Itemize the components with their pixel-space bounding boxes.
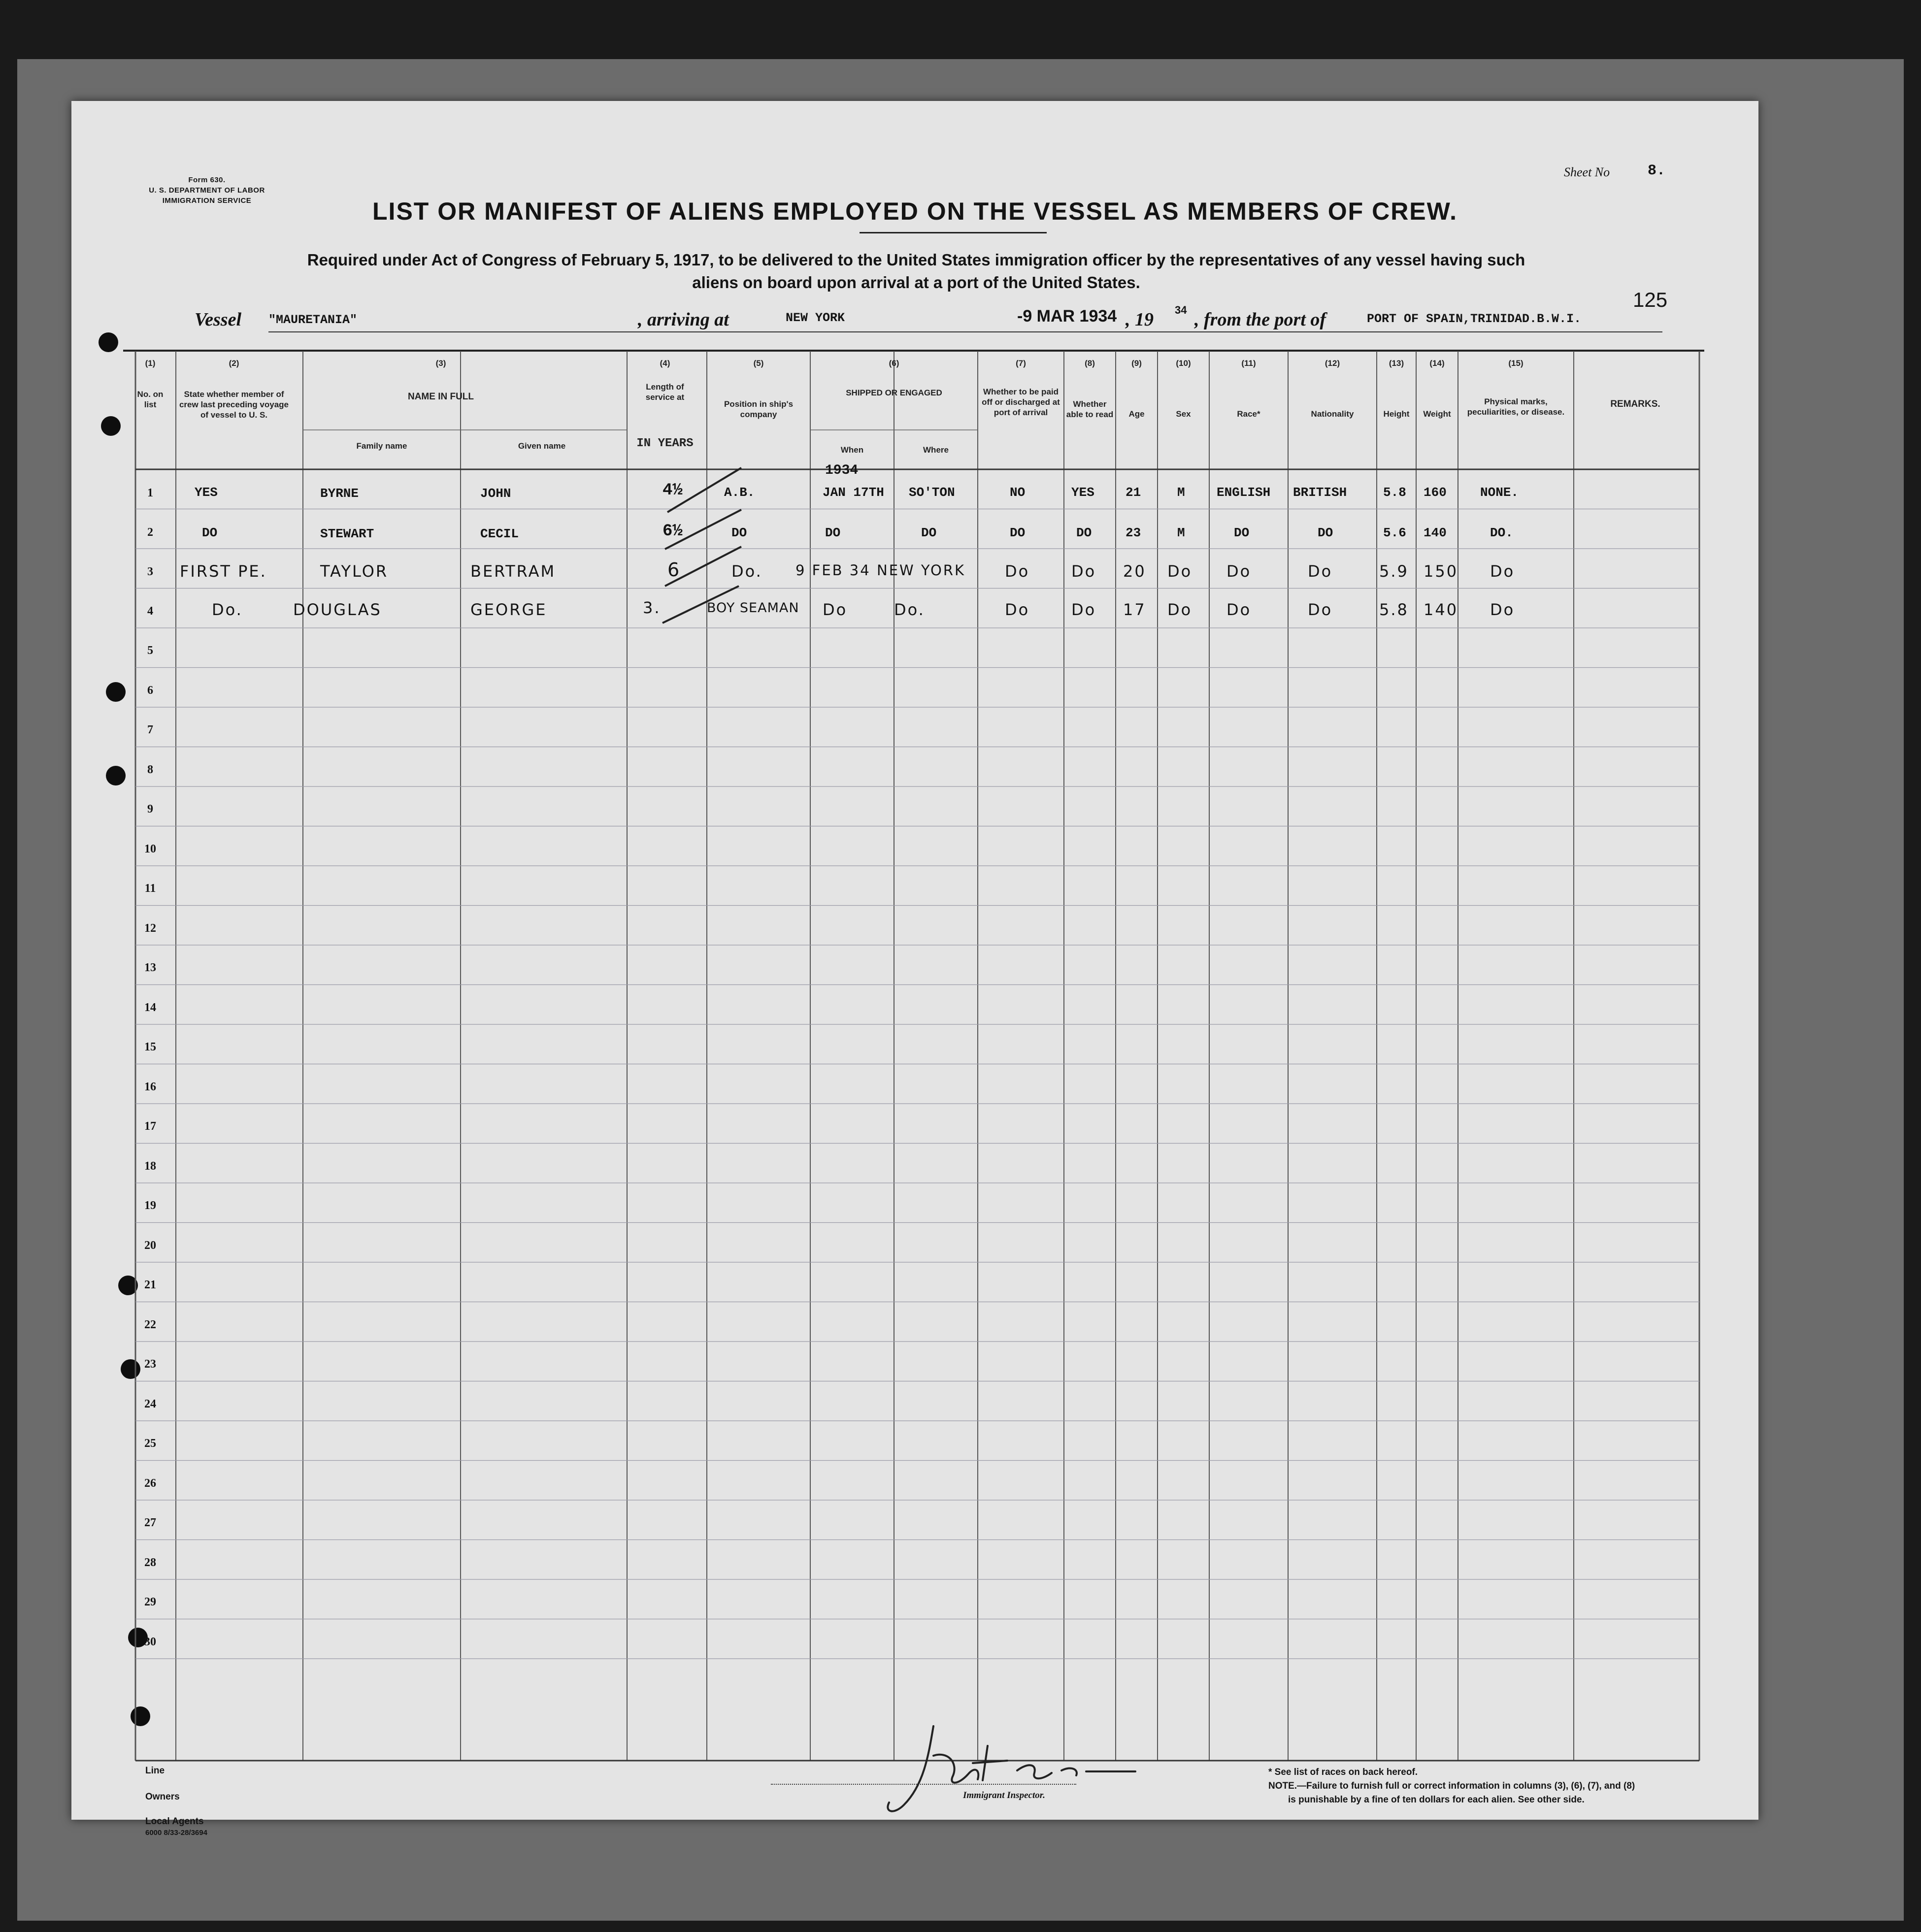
- shipped-when: DO: [825, 525, 841, 540]
- department-name: U. S. DEPARTMENT OF LABOR: [149, 186, 265, 195]
- date-stamp: -9 MAR 1934: [1017, 307, 1117, 326]
- footer-note: [1268, 1766, 1712, 1807]
- shipped-when: 9 FEB 34: [795, 562, 871, 579]
- column-header-where: Where: [923, 445, 949, 455]
- able-to-read: Do: [1071, 562, 1096, 581]
- column-header-physical-marks: Physical marks, peculiarities, or disease.: [1467, 397, 1565, 417]
- page-title: LIST OR MANIFEST OF ALIENS EMPLOYED ON THE VESSEL AS MEMBERS OF CREW.: [372, 197, 1457, 225]
- column-number: (6): [889, 359, 899, 368]
- given-name: CECIL: [480, 526, 519, 541]
- column-number: (13): [1389, 359, 1404, 368]
- sheet-number-value: 8.: [1648, 163, 1666, 179]
- row-number: 26: [144, 1476, 156, 1490]
- column-number: (12): [1325, 359, 1340, 368]
- row-number: 1: [147, 487, 153, 499]
- column-header-age: Age: [1128, 409, 1145, 419]
- row-number: 29: [144, 1596, 156, 1608]
- footer-owners-label: Owners: [145, 1792, 180, 1802]
- row-number: 8: [147, 763, 153, 776]
- family-name: TAYLOR: [320, 562, 389, 581]
- column-header-race: Race*: [1237, 409, 1260, 419]
- column-header-shipped-engaged: SHIPPED OR ENGAGED: [846, 388, 942, 397]
- row-number: 18: [144, 1159, 156, 1173]
- position: DO: [731, 525, 747, 540]
- row-number: 15: [144, 1041, 156, 1053]
- shipped-when: Do: [823, 600, 848, 619]
- form-number: Form 630.: [188, 176, 226, 184]
- previous-voyage: Do.: [212, 600, 243, 619]
- year-label: , 19: [1126, 309, 1154, 330]
- column-header-family-name: Family name: [356, 441, 407, 451]
- physical-marks: DO.: [1490, 525, 1513, 540]
- row-number: 2: [147, 526, 153, 539]
- position: BOY SEAMAN: [707, 600, 799, 616]
- family-name: DOUGLAS: [293, 600, 382, 619]
- sex: Do: [1167, 600, 1192, 619]
- fine-note: NOTE.—Failure to furnish full or correct information in columns (3), (6), (7), and (8): [1268, 1781, 1635, 1791]
- column-number: (5): [753, 359, 764, 368]
- paid-off: Do: [1005, 600, 1030, 619]
- physical-marks: Do: [1490, 600, 1515, 619]
- footer-line-label: Line: [145, 1766, 165, 1776]
- row-number: 12: [144, 921, 156, 935]
- row-number: 4: [147, 605, 153, 618]
- column-number: (8): [1085, 359, 1095, 368]
- row-number: 14: [144, 1001, 156, 1014]
- column-number: (1): [145, 359, 156, 368]
- from-port: PORT OF SPAIN,TRINIDAD.B.W.I.: [1367, 312, 1582, 326]
- height: 5.6: [1383, 525, 1406, 540]
- row-number: 9: [147, 803, 153, 816]
- row-number: 17: [144, 1120, 156, 1133]
- row-number: 5: [147, 644, 153, 657]
- race: DO: [1234, 525, 1250, 540]
- column-header-no: No. on list: [137, 390, 164, 409]
- paid-off: DO: [1010, 525, 1026, 540]
- from-port-label: , from the port of: [1194, 309, 1326, 330]
- length-of-service: 6½: [662, 522, 683, 541]
- race: ENGLISH: [1217, 485, 1271, 500]
- row-number: 23: [144, 1358, 156, 1371]
- height: 5.8: [1383, 485, 1406, 500]
- family-name: STEWART: [320, 526, 374, 541]
- row-number: 30: [144, 1635, 156, 1648]
- column-number: (10): [1176, 359, 1191, 368]
- inspector-label: Immigrant Inspector.: [963, 1790, 1045, 1801]
- sheet-number-label: Sheet No: [1564, 165, 1610, 179]
- nationality: Do: [1308, 562, 1333, 581]
- footer-agents-label: Local Agents: [145, 1816, 204, 1827]
- row-number: 24: [144, 1397, 156, 1410]
- arriving-port: NEW YORK: [786, 311, 845, 325]
- nationality: Do: [1308, 600, 1333, 619]
- column-number: (11): [1241, 359, 1256, 368]
- age: 17: [1123, 600, 1146, 619]
- previous-voyage: DO: [202, 525, 218, 540]
- row-number: 20: [144, 1239, 156, 1252]
- column-header-nationality: Nationality: [1311, 409, 1354, 419]
- family-name: BYRNE: [320, 486, 359, 501]
- position: Do.: [731, 562, 762, 581]
- column-header-length-of-service: Length of service at: [645, 382, 685, 402]
- column-header-previous-voyage: State whether member of crew last preceding voyage of vessel to U. S.: [179, 390, 289, 420]
- vessel-name: "MAURETANIA": [268, 313, 358, 327]
- subtitle-line: Required under Act of Congress of February 5, 1917, to be delivered to the United States immigration officer by the representatives of any vessel having such: [307, 251, 1525, 269]
- column-header-paid-off: Whether to be paid off or discharged at port of arrival: [982, 387, 1060, 417]
- column-number: (7): [1016, 359, 1026, 368]
- shipped-where: NEW YORK: [877, 562, 966, 579]
- year-annotation: 1934: [825, 463, 859, 478]
- length-of-service: 4½: [662, 481, 683, 500]
- column-header-position: Position in ship's company: [724, 399, 794, 419]
- row-number: 16: [144, 1080, 156, 1093]
- previous-voyage: YES: [195, 485, 218, 500]
- given-name: JOHN: [480, 486, 511, 501]
- column-header-height: Height: [1383, 409, 1410, 419]
- row-number: 19: [144, 1199, 156, 1212]
- inspector-signature: [810, 1716, 1155, 1825]
- age: 21: [1126, 485, 1141, 500]
- row-number: 11: [144, 882, 156, 895]
- height: 5.9: [1379, 562, 1409, 581]
- physical-marks: NONE.: [1480, 485, 1519, 500]
- manifest-page: [71, 101, 1758, 1837]
- column-number: (2): [229, 359, 239, 368]
- length-of-service: 6: [667, 559, 681, 581]
- column-number: (3): [435, 359, 446, 368]
- sex: M: [1177, 525, 1185, 540]
- years-stamp: IN YEARS: [636, 437, 694, 450]
- sheet-reference-number: 125: [1633, 288, 1668, 311]
- race: Do: [1226, 600, 1252, 619]
- nationality: DO: [1318, 525, 1333, 540]
- sex: M: [1177, 485, 1185, 500]
- arriving-label: , arriving at: [638, 309, 729, 330]
- column-number: (4): [660, 359, 670, 368]
- row-number: 28: [144, 1556, 156, 1569]
- row-number: 25: [144, 1437, 156, 1450]
- subtitle-line: aliens on board upon arrival at a port of the United States.: [692, 273, 1140, 292]
- able-to-read: YES: [1071, 485, 1094, 500]
- column-number: (15): [1508, 359, 1524, 368]
- given-name: GEORGE: [470, 600, 547, 619]
- row-number: 27: [144, 1516, 156, 1529]
- column-number: (9): [1131, 359, 1142, 368]
- able-to-read: Do: [1071, 600, 1096, 619]
- vessel-label: Vessel: [195, 309, 241, 330]
- row-number: 21: [144, 1278, 156, 1291]
- row-number: 13: [144, 961, 156, 974]
- height: 5.8: [1379, 600, 1409, 619]
- age: 23: [1126, 525, 1141, 540]
- inspector-signature-rule: [771, 1784, 1076, 1785]
- shipped-when: JAN 17TH: [823, 485, 884, 500]
- row-number: 3: [147, 565, 153, 578]
- row-number: 10: [144, 842, 156, 855]
- race: Do: [1226, 562, 1252, 581]
- weight: 150: [1424, 562, 1458, 581]
- length-of-service: 3.: [643, 598, 661, 617]
- column-header-weight: Weight: [1423, 409, 1451, 419]
- given-name: BERTRAM: [470, 562, 556, 581]
- year-suffix: 34: [1175, 304, 1187, 316]
- service-name: IMMIGRATION SERVICE: [162, 196, 252, 205]
- shipped-where: Do.: [894, 600, 925, 619]
- sex: Do: [1167, 562, 1192, 581]
- previous-voyage: FIRST PE.: [180, 562, 267, 581]
- paid-off: NO: [1010, 485, 1026, 500]
- weight: 140: [1424, 525, 1447, 540]
- column-header-when: When: [840, 445, 864, 455]
- race-note: * See list of races on back hereof.: [1268, 1767, 1418, 1777]
- column-header-able-to-read: Whether able to read: [1066, 399, 1114, 419]
- able-to-read: DO: [1076, 525, 1092, 540]
- column-header-given-name: Given name: [518, 441, 566, 451]
- row-number: 6: [147, 684, 153, 697]
- weight: 140: [1424, 600, 1458, 619]
- column-header-sex: Sex: [1176, 409, 1191, 419]
- shipped-where: SO'TON: [909, 485, 955, 500]
- nationality: BRITISH: [1293, 485, 1347, 500]
- column-header-remarks: REMARKS.: [1610, 399, 1660, 409]
- physical-marks: Do: [1490, 562, 1515, 581]
- fine-note: is punishable by a fine of ten dollars for each alien. See other side.: [1288, 1795, 1585, 1805]
- print-code: 6000 8/33-28/3694: [145, 1829, 207, 1837]
- row-number: 7: [147, 723, 153, 736]
- row-number: 22: [144, 1318, 156, 1331]
- weight: 160: [1424, 485, 1447, 500]
- paid-off: Do: [1005, 562, 1030, 581]
- column-number: (14): [1429, 359, 1445, 368]
- column-header-name: NAME IN FULL: [407, 392, 474, 402]
- shipped-where: DO: [921, 525, 937, 540]
- position: A.B.: [724, 485, 755, 500]
- age: 20: [1123, 562, 1146, 581]
